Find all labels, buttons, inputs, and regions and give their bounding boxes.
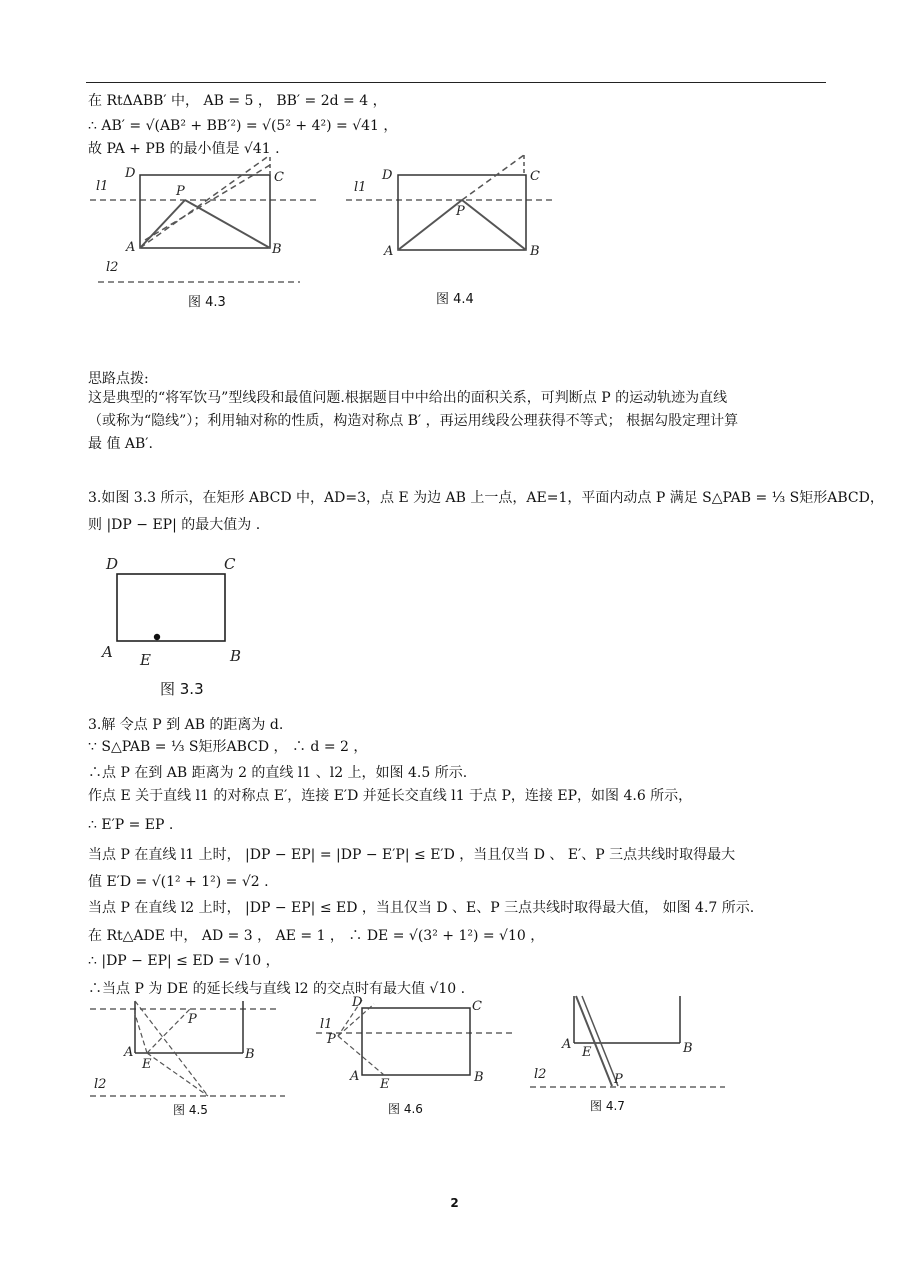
text-line-1: 在 RtΔABB′ 中， AB = 5 ， BB′ = 2d = 4 ，: [88, 93, 387, 109]
label-E: E: [140, 651, 151, 669]
think-line-3: 最 值 AB′.: [88, 436, 153, 452]
solution-line-1: 3.解 令点 P 到 AB 的距离为 d.: [88, 717, 284, 733]
label-P: P: [327, 1032, 336, 1047]
text-line-2: ∴ AB′ = √(AB² + BB′²) = √(5² + 4²) = √41 ，: [88, 118, 398, 134]
solution-line-7: 值 E′D = √(1² + 1²) = √2 .: [88, 874, 269, 890]
label-A: A: [126, 240, 136, 255]
label-B: B: [683, 1041, 693, 1056]
label-B: B: [530, 244, 540, 259]
solution-line-6: 当点 P 在直线 l1 上时， |DP − EP| = |DP − E′P| ≤ E′D ，当且仅当 D 、 E′、P 三点共线时取得最大: [88, 847, 736, 863]
label-D: D: [352, 995, 363, 1010]
label-E: E: [142, 1057, 152, 1072]
label-C: C: [530, 169, 540, 184]
label-P: P: [176, 184, 185, 199]
label-B: B: [272, 242, 282, 257]
label-C: C: [274, 170, 284, 185]
label-l1: l1: [354, 180, 367, 195]
page-number: 2: [450, 1196, 459, 1210]
label-C: C: [224, 555, 236, 573]
label-P: P: [614, 1072, 623, 1087]
solution-line-8: 当点 P 在直线 l2 上时， |DP − EP| ≤ ED ，当且仅当 D 、E、P 三点共线时取得最大值， 如图 4.7 所示.: [88, 900, 755, 916]
label-C: C: [472, 999, 482, 1014]
label-l2: l2: [94, 1077, 107, 1092]
figure-4-4: [346, 155, 566, 275]
label-A: A: [562, 1037, 572, 1052]
header-rule: [86, 82, 826, 83]
label-l2: l2: [106, 260, 119, 275]
figure-4-3: [90, 155, 330, 295]
think-line-2: （或称为“隐线”）；利用轴对称的性质，构造对称点 B′ ，再运用线段公理获得不等式； 根据勾股定理计算: [88, 413, 739, 429]
figure-4-7: [530, 996, 730, 1101]
think-title: 思路点拨:: [88, 371, 149, 387]
label-E: E: [380, 1077, 390, 1092]
label-l1: l1: [96, 179, 109, 194]
caption-fig-4-4: 图 4.4: [436, 292, 474, 307]
solution-line-4: 作点 E 关于直线 l1 的对称点 E′，连接 E′D 并延长交直线 l1 于点 P，连接 EP，如图 4.6 所示，: [88, 788, 693, 804]
figure-3-3: [100, 553, 260, 668]
caption-fig-4-3: 图 4.3: [188, 295, 226, 310]
label-l2: l2: [534, 1067, 547, 1082]
solution-line-9: 在 Rt△ADE 中， AD = 3 ， AE = 1 ， ∴ DE = √(3² + 1²) = √10 ，: [88, 928, 545, 944]
label-D: D: [106, 555, 119, 573]
solution-line-2: ∵ S△PAB = ⅓ S矩形ABCD ， ∴ d = 2 ，: [88, 739, 368, 755]
label-l1: l1: [320, 1017, 333, 1032]
figure-4-6: [316, 996, 521, 1091]
question-line-2: 则 |DP − EP| 的最大值为 .: [88, 517, 261, 533]
think-line-1: 这是典型的“将军饮马”型线段和最值问题.根据题目中中给出的面积关系，可判断点 P 的运动轨迹为直线: [88, 390, 728, 406]
label-A: A: [350, 1069, 360, 1084]
solution-line-10: ∴ |DP − EP| ≤ ED = √10 ，: [88, 953, 280, 969]
label-A: A: [384, 244, 394, 259]
figure-4-5: [90, 996, 290, 1106]
solution-line-3: ∴点 P 在到 AB 距离为 2 的直线 l1 、l2 上，如图 4.5 所示.: [88, 765, 468, 781]
label-E: E: [582, 1045, 592, 1060]
label-D: D: [125, 166, 136, 181]
label-B: B: [245, 1047, 255, 1062]
question-line-1: 3.如图 3.3 所示，在矩形 ABCD 中，AD=3，点 E 为边 AB 上一点，AE=1，平面内动点 P 满足 S△PAB = ⅓ S矩形ABCD，: [88, 490, 884, 506]
caption-fig-3-3: 图 3.3: [160, 680, 204, 698]
label-B: B: [474, 1070, 484, 1085]
label-B: B: [230, 647, 242, 665]
label-A: A: [102, 643, 113, 661]
label-D: D: [382, 168, 393, 183]
solution-line-5: ∴ E′P = EP .: [88, 817, 174, 833]
text-line-3: 故 PA + PB 的最小值是 √41 .: [88, 141, 280, 157]
solution-line-11: ∴当点 P 为 DE 的延长线与直线 l2 的交点时有最大值 √10 .: [88, 981, 466, 997]
caption-fig-4-6: 图 4.6: [388, 1102, 423, 1116]
label-P: P: [188, 1012, 197, 1027]
label-A: A: [124, 1045, 134, 1060]
caption-fig-4-7: 图 4.7: [590, 1099, 625, 1113]
label-P: P: [456, 204, 465, 219]
caption-fig-4-5: 图 4.5: [173, 1103, 208, 1117]
